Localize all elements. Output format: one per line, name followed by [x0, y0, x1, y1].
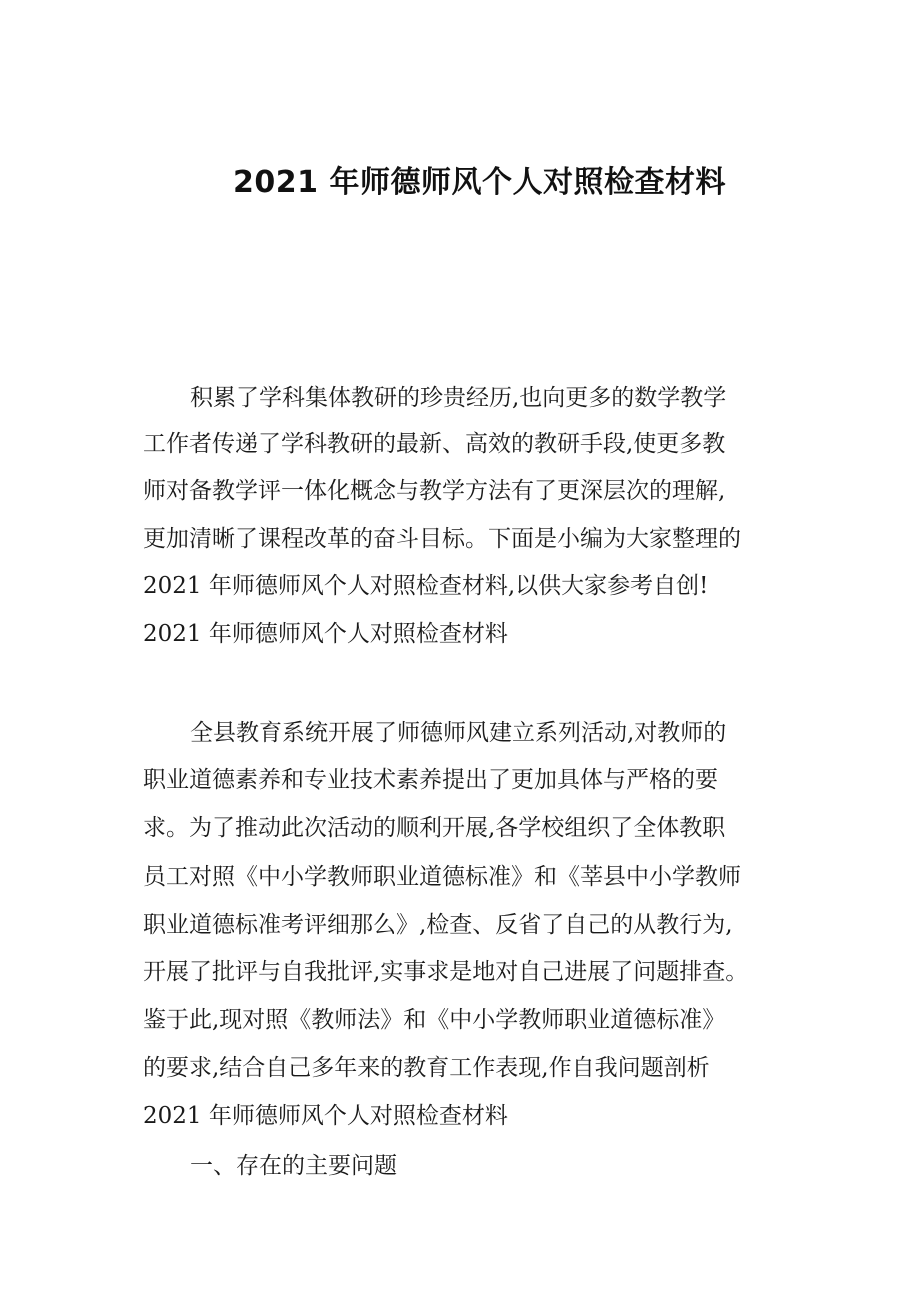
document-title: 2021 年师德师风个人对照检查材料	[233, 165, 726, 200]
paragraph2-line-3: 求。为了推动此次活动的顺利开展,各学校组织了全体教职	[143, 815, 726, 841]
paragraph2-line-1: 全县教育系统开展了师德师风建立系列活动,对教师的	[190, 720, 727, 746]
paragraph1-line-6: 2021 年师德师风个人对照检查材料	[143, 621, 508, 647]
paragraph1-line-3: 师对备教学评一体化概念与教学方法有了更深层次的理解,	[143, 478, 726, 504]
paragraph1-line-5: 2021 年师德师风个人对照检查材料,以供大家参考自创!	[143, 573, 709, 599]
paragraph1-line-2: 工作者传递了学科教研的最新、高效的教研手段,使更多教	[143, 431, 726, 457]
paragraph1-line-1: 积累了学科集体教研的珍贵经历,也向更多的数学教学	[190, 385, 727, 411]
paragraph2-line-8: 的要求,结合自己多年来的教育工作表现,作自我问题剖析	[143, 1055, 710, 1081]
paragraph2-line-9: 2021 年师德师风个人对照检查材料	[143, 1103, 508, 1129]
section-heading: 一、存在的主要问题	[190, 1153, 397, 1179]
paragraph2-line-4: 员工对照《中小学教师职业道德标准》和《莘县中小学教师	[143, 864, 741, 890]
paragraph1-line-4: 更加清晰了课程改革的奋斗目标。下面是小编为大家整理的	[143, 526, 741, 552]
paragraph2-line-2: 职业道德素养和专业技术素养提出了更加具体与严格的要	[143, 767, 718, 793]
paragraph2-line-5: 职业道德标准考评细那么》,检查、反省了自己的从教行为,	[143, 912, 733, 938]
paragraph2-line-7: 鉴于此,现对照《教师法》和《中小学教师职业道德标准》	[143, 1007, 726, 1033]
paragraph2-line-6: 开展了批评与自我批评,实事求是地对自己进展了问题排查。	[143, 959, 749, 985]
